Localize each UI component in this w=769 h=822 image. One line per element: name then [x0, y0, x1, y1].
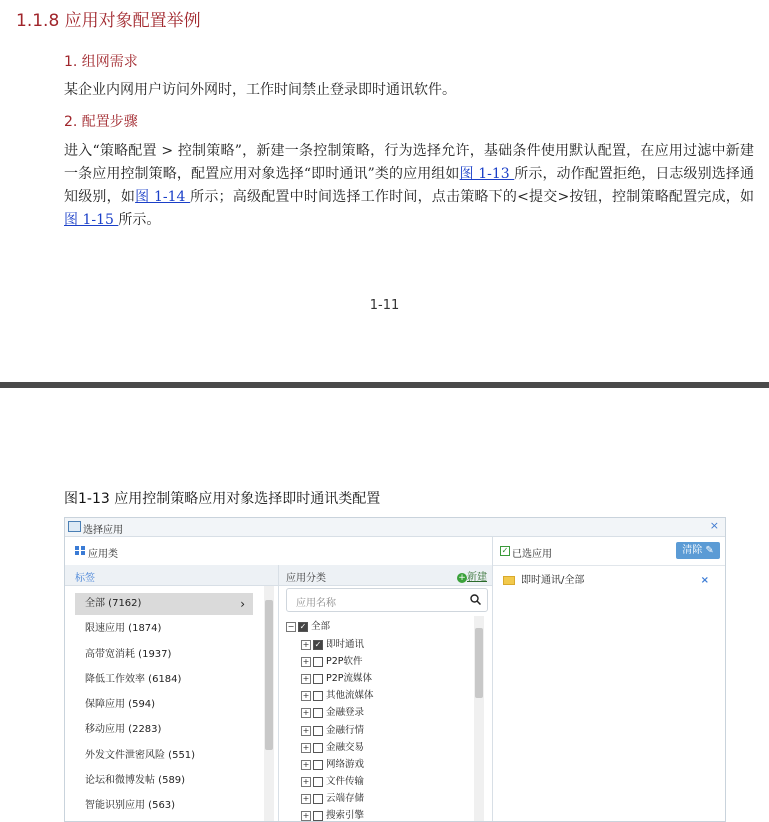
expand-icon[interactable]: + [302, 707, 310, 717]
expand-icon[interactable]: + [302, 690, 310, 700]
tags-header-label: 标签 [75, 573, 95, 584]
app-class-label: 应用类 [88, 549, 118, 560]
tag-item[interactable]: 保障应用 (594) [85, 699, 156, 710]
tree-node[interactable] [301, 790, 364, 807]
tag-item[interactable]: 降低工作效率 (6184) [85, 674, 182, 685]
grid-icon [75, 546, 86, 556]
tree-node-label: 文件传输 [326, 776, 365, 787]
checkbox[interactable] [313, 777, 323, 787]
chevron-right-icon: › [240, 597, 245, 611]
checkbox-checked[interactable]: ✓ [314, 639, 322, 649]
tag-item[interactable]: 论坛和微博发帖 (589) [85, 775, 186, 786]
expand-icon[interactable]: + [302, 656, 310, 666]
collapse-icon[interactable]: − [287, 621, 295, 631]
category-tree [283, 616, 483, 821]
tags-scroll-thumb[interactable] [265, 600, 273, 750]
tree-scroll-thumb[interactable] [475, 628, 483, 698]
expand-icon[interactable]: + [302, 742, 310, 752]
selected-app-item[interactable] [503, 573, 713, 589]
expand-icon[interactable]: + [302, 725, 310, 735]
tags-scrollbar[interactable] [264, 586, 274, 821]
tree-node[interactable] [301, 704, 364, 721]
tag-label: 全部 (7162) [85, 598, 142, 609]
tree-node-im[interactable] [301, 636, 364, 653]
tree-node-label: 搜索引擎 [326, 810, 365, 821]
tree-node[interactable] [301, 670, 372, 687]
close-icon[interactable]: × [709, 519, 719, 532]
steps-text-1: 进入“策略配置 > 控制策略”，新建一条控制策略，行为选择允许，基础条件使用默认配置，在应用过滤中新建一条应用控制策略，配置应用对象选择“即时通讯”类的应用组如 [64, 143, 754, 182]
clear-button-label: 清除 [682, 545, 703, 556]
tree-node[interactable] [301, 722, 364, 739]
checkbox[interactable] [313, 726, 323, 736]
expand-icon[interactable]: + [302, 793, 310, 803]
checkbox[interactable] [313, 708, 323, 718]
tree-node[interactable] [301, 773, 364, 790]
tree-root[interactable] [286, 618, 330, 635]
expand-icon[interactable]: + [302, 776, 310, 786]
tree-scrollbar[interactable] [474, 616, 484, 821]
selected-apps-pane [492, 565, 726, 821]
steps-text-3: 所示；高级配置中时间选择工作时间，点击策略下的<提交>按钮，控制策略配置完成，如 [190, 189, 755, 205]
remove-icon[interactable]: × [700, 575, 709, 586]
search-input[interactable] [286, 588, 488, 612]
window-icon [68, 521, 81, 532]
category-header [278, 565, 493, 586]
tree-node-label: P2P流媒体 [326, 673, 373, 684]
paragraph-requirements: 某企业内网用户访问外网时，工作时间禁止登录即时通讯软件。 [64, 82, 456, 98]
tree-node-label: 即时通讯 [326, 639, 365, 650]
page-number: 1-11 [369, 298, 400, 313]
dialog-title: 选择应用 [83, 525, 123, 536]
checkbox[interactable] [313, 811, 323, 821]
dialog-titlebar [65, 518, 725, 537]
checkbox[interactable] [313, 691, 323, 701]
checkbox-icon: ✓ [501, 546, 509, 555]
tree-node-label: 金融行情 [326, 725, 365, 736]
tree-node-label: 其他流媒体 [326, 690, 374, 701]
checkbox[interactable] [313, 794, 323, 804]
link-figure-1-13[interactable]: 图 1-13 [459, 166, 515, 182]
tree-node-label: 网络游戏 [326, 759, 365, 770]
clear-button[interactable] [676, 542, 720, 559]
tree-node[interactable] [301, 687, 374, 704]
tree-node[interactable] [301, 653, 363, 670]
expand-icon[interactable]: + [302, 810, 310, 820]
figure-caption: 图1-13 应用控制策略应用对象选择即时通讯类配置 [64, 491, 381, 507]
checkbox[interactable] [313, 657, 323, 667]
tag-item[interactable]: 限速应用 (1874) [85, 623, 162, 634]
tag-item[interactable]: 移动应用 (2283) [85, 724, 162, 735]
checkbox[interactable] [313, 760, 323, 770]
search-placeholder: 应用名称 [296, 598, 336, 609]
app-class-header [65, 537, 492, 566]
tree-node[interactable] [301, 756, 364, 773]
expand-icon[interactable]: + [302, 759, 310, 769]
tree-node-label: P2P软件 [326, 656, 363, 667]
new-button[interactable] [457, 568, 487, 583]
edit-icon: ✎ [705, 545, 714, 556]
add-icon: + [458, 573, 466, 583]
tree-node-label: 金融登录 [326, 707, 365, 718]
expand-icon[interactable]: + [302, 673, 310, 683]
selected-apps-label: 已选应用 [512, 549, 552, 560]
paragraph-steps [64, 140, 754, 232]
tag-item[interactable]: 高带宽消耗 (1937) [85, 649, 172, 660]
steps-text-4: 所示。 [118, 212, 161, 228]
subheading-network-requirements: 1. 组网需求 [64, 54, 138, 70]
tag-item-all[interactable] [75, 593, 253, 615]
selected-apps-header [492, 537, 726, 566]
tree-node-label: 云端存储 [326, 793, 365, 804]
folder-icon [503, 576, 515, 585]
tags-header [65, 565, 278, 586]
link-figure-1-14[interactable]: 图 1-14 [135, 189, 191, 205]
tree-root-label: 全部 [311, 621, 331, 632]
tree-node[interactable] [301, 739, 364, 756]
tag-item[interactable]: 外发文件泄密风险 (551) [85, 750, 196, 761]
checkbox-checked[interactable]: ✓ [299, 621, 307, 631]
tags-list [65, 586, 278, 821]
search-icon[interactable] [470, 594, 481, 605]
select-app-dialog [64, 517, 726, 822]
selected-app-label: 即时通讯/全部 [521, 575, 585, 586]
expand-icon[interactable]: + [302, 639, 310, 649]
tree-node-label: 金融交易 [326, 742, 365, 753]
checkbox[interactable] [313, 743, 323, 753]
category-header-label: 应用分类 [286, 573, 326, 584]
section-heading: 1.1.8 应用对象配置举例 [16, 11, 201, 31]
tag-item[interactable]: 智能识别应用 (563) [85, 800, 176, 811]
link-figure-1-15[interactable]: 图 1-15 [64, 212, 119, 228]
steps-text-2: 所示，动作配置拒绝，日志级别选择通知级别，如 [64, 166, 754, 205]
checkbox[interactable] [313, 674, 323, 684]
subheading-config-steps: 2. 配置步骤 [64, 114, 138, 130]
page-divider [0, 382, 769, 388]
new-button-label: 新建 [467, 572, 487, 583]
